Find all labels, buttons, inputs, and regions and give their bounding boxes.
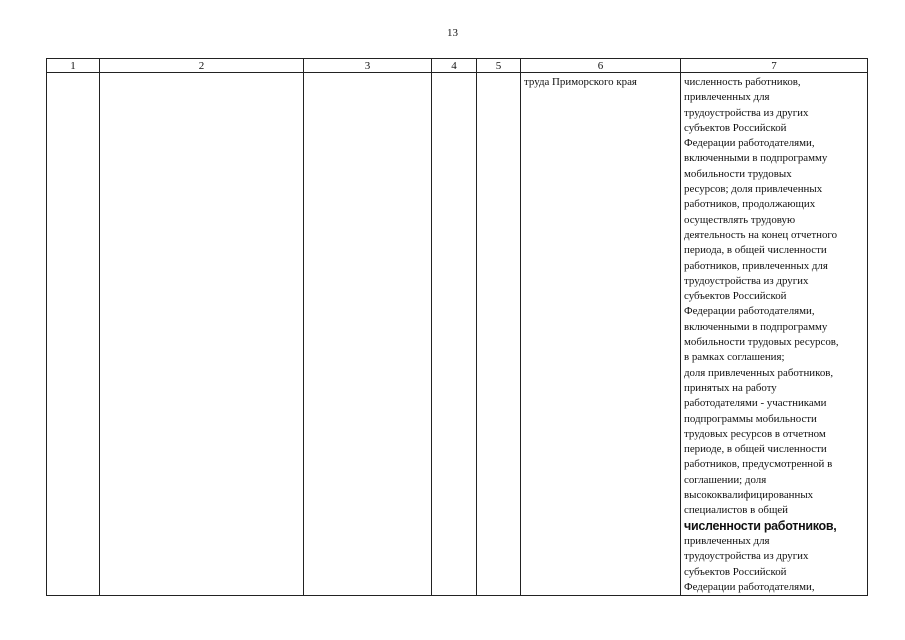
text-line: Федерации работодателями,: [684, 305, 815, 318]
text-line: осуществлять трудовую: [684, 213, 796, 226]
text-line: субъектов Российской: [684, 565, 787, 578]
page-number: 13: [447, 27, 458, 39]
cell-col-2: [100, 73, 304, 596]
text-line: в рамках соглашения;: [684, 351, 785, 364]
text-line: принятых на работу: [684, 381, 777, 394]
text-line: Федерации работодателями,: [684, 137, 815, 150]
text-line: мобильности трудовых: [684, 167, 792, 180]
header-col-2: 2: [100, 59, 304, 73]
text-line: субъектов Российской: [684, 290, 787, 303]
cell-col-6: [521, 73, 681, 596]
text-line: высококвалифицированных: [684, 489, 814, 502]
text-line: работников, предусмотренной в: [684, 458, 833, 471]
col6-text: [521, 73, 680, 90]
text-line: трудовых ресурсов в отчетном: [684, 427, 826, 440]
header-row: [47, 59, 868, 73]
text-line: периода, в общей численности: [684, 244, 827, 257]
header-col-6: 6: [521, 59, 681, 73]
text-line: субъектов Российской: [684, 121, 787, 134]
header-col-4: 4: [432, 59, 477, 73]
header-col-7: 7: [681, 59, 868, 73]
text-line: трудоустройства из других: [684, 274, 809, 287]
text-line: численности работников,: [684, 518, 837, 533]
text-line: численность работников,: [684, 76, 801, 88]
text-line: привлеченных для: [684, 534, 770, 547]
text-line: включенными в подпрограмму: [684, 152, 828, 165]
text-line: деятельность на конец отчетного: [684, 228, 838, 241]
text-line: доля привлеченных работников,: [684, 366, 834, 379]
table-row: [47, 73, 868, 596]
text-line: работников, привлеченных для: [684, 259, 828, 272]
text-line: подпрограммы мобильности: [684, 412, 817, 425]
cell-col-1: [47, 73, 100, 596]
col7-text: [681, 73, 867, 595]
text-line: труда Приморского края: [524, 76, 637, 88]
cell-col-3: [304, 73, 432, 596]
text-line: включенными в подпрограмму: [684, 320, 828, 333]
cell-col-7: [681, 73, 868, 596]
cell-col-5: [477, 73, 521, 596]
text-line: Федерации работодателями,: [684, 580, 815, 593]
header-col-1: 1: [47, 59, 100, 73]
document-table: [46, 58, 868, 596]
text-line: соглашении; доля: [684, 473, 767, 486]
text-line: периоде, в общей численности: [684, 443, 827, 456]
text-line: привлеченных для: [684, 91, 770, 104]
text-line: ресурсов; доля привлеченных: [684, 183, 823, 196]
text-line: трудоустройства из других: [684, 106, 809, 119]
text-line: работодателями - участниками: [684, 397, 827, 410]
header-col-5: 5: [477, 59, 521, 73]
cell-col-4: [432, 73, 477, 596]
text-line: мобильности трудовых ресурсов,: [684, 336, 839, 349]
header-col-3: 3: [304, 59, 432, 73]
text-line: работников, продолжающих: [684, 198, 816, 211]
text-line: трудоустройства из других: [684, 550, 809, 563]
text-line: специалистов в общей: [684, 504, 789, 517]
